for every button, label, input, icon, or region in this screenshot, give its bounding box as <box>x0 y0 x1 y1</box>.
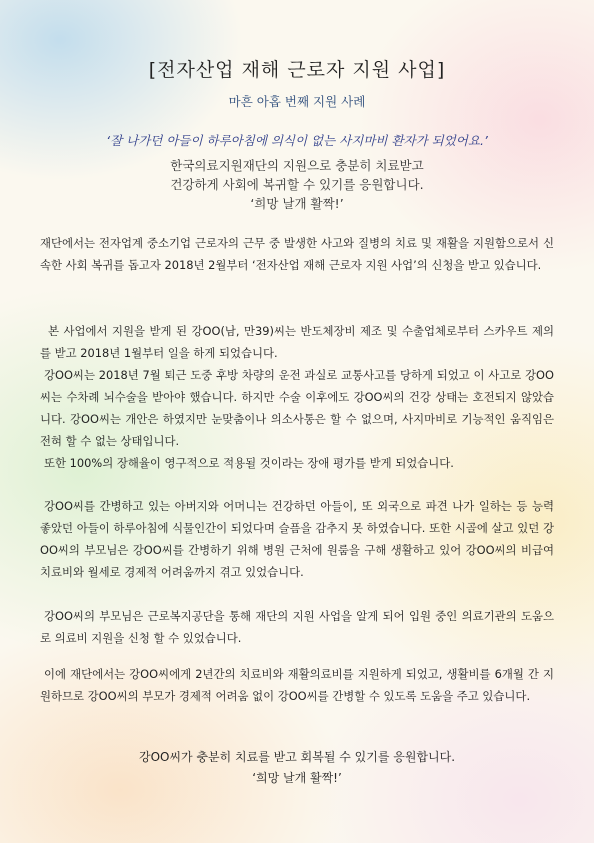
body-paragraph <box>40 495 554 583</box>
paragraph-text: 재단에서는 전자업계 중소기업 근로자의 근무 중 발생한 사고와 질병의 치료 및 재활을 지원함으로서 신속한 사회 복귀를 돕고자 2018년 2월부터 ‘전자산업 재해 근로자 지원 사업’의 신청을 받고 있습니다. <box>40 236 554 272</box>
page-title: [전자산업 재해 근로자 지원 사업] <box>148 59 446 81</box>
body-paragraph <box>40 232 554 276</box>
body-paragraph <box>40 320 554 364</box>
paragraph-text: 본 사업에서 지원을 받게 된 강OO(남, 만39)씨는 반도체장비 제조 및 수출업체로부터 스카우트 제의를 받고 2018년 1월부터 일을 하게 되었습니다. <box>40 324 554 360</box>
body-paragraph <box>40 663 554 707</box>
intro-line: 한국의료지원재단의 지원으로 충분히 치료받고 <box>170 158 424 173</box>
paragraph-text: 강OO씨를 간병하고 있는 아버지와 어머니는 건강하던 아들이, 또 외국으로 파견 나가 일하는 등 능력 좋았던 아들이 하루아침에 식물인간이 되었다며 슬픔을 감추지 못 하였습니다. 또한 시골에 살고 있던 강OO씨의 부모님은 강OO씨를 간병하기 위해 병원 근처에 원룸을 구해 생활하고 있어 강OO씨의 비급여 치료비와 월세로 경제적 어려움까지 겪고 있었습니다. <box>40 499 554 579</box>
paragraph-text: 또한 100%의 장해율이 영구적으로 적용될 것이라는 장애 평가를 받게 되었습니다. <box>44 456 454 470</box>
body-paragraph <box>40 452 554 474</box>
intro-block <box>0 156 594 213</box>
closing-line: 강OO씨가 충분히 치료를 받고 회복될 수 있기를 응원합니다. <box>138 750 456 764</box>
paragraph-text: 강OO씨의 부모님은 근로복지공단을 통해 재단의 지원 사업을 알게 되어 입원 중인 의료기관의 도움으로 의료비 지원을 신청 할 수 있었습니다. <box>40 609 554 645</box>
body-paragraph <box>40 605 554 649</box>
intro-slogan: ‘희망 날개 활짝!’ <box>250 196 344 211</box>
closing-block <box>0 747 594 789</box>
headline-quote: ‘잘 나가던 아들이 하루아침에 의식이 없는 사지마비 환자가 되었어요.’ <box>106 133 488 148</box>
page-subtitle: 마흔 아홉 번째 지원 사례 <box>228 94 366 109</box>
intro-line: 건강하게 사회에 복귀할 수 있기를 응원합니다. <box>170 177 424 192</box>
paragraph-text: 강OO씨는 2018년 7월 퇴근 도중 후방 차량의 운전 과실로 교통사고를 당하게 되었고 이 사고로 강OO씨는 수차례 뇌수술을 받아야 했습니다. 하지만 수술 이후에도 강OO씨의 건강 상태는 호전되지 않았습니다. 강OO씨는 개안은 하였지만 눈맞춤이나 의소사통은 할 수 없으며, 사지마비로 기능적인 움직임은 전혀 할 수 없는 상태입니다. <box>40 368 554 448</box>
closing-slogan: ‘희망 날개 활짝!’ <box>252 771 342 785</box>
body-paragraph <box>40 364 554 452</box>
paragraph-text: 이에 재단에서는 강OO씨에게 2년간의 치료비와 재활의료비를 지원하게 되었고, 생활비를 6개월 간 지원하므로 강OO씨의 부모가 경제적 어려움 없이 강OO씨를 간병할 수 있도록 도움을 주고 있습니다. <box>40 667 554 703</box>
